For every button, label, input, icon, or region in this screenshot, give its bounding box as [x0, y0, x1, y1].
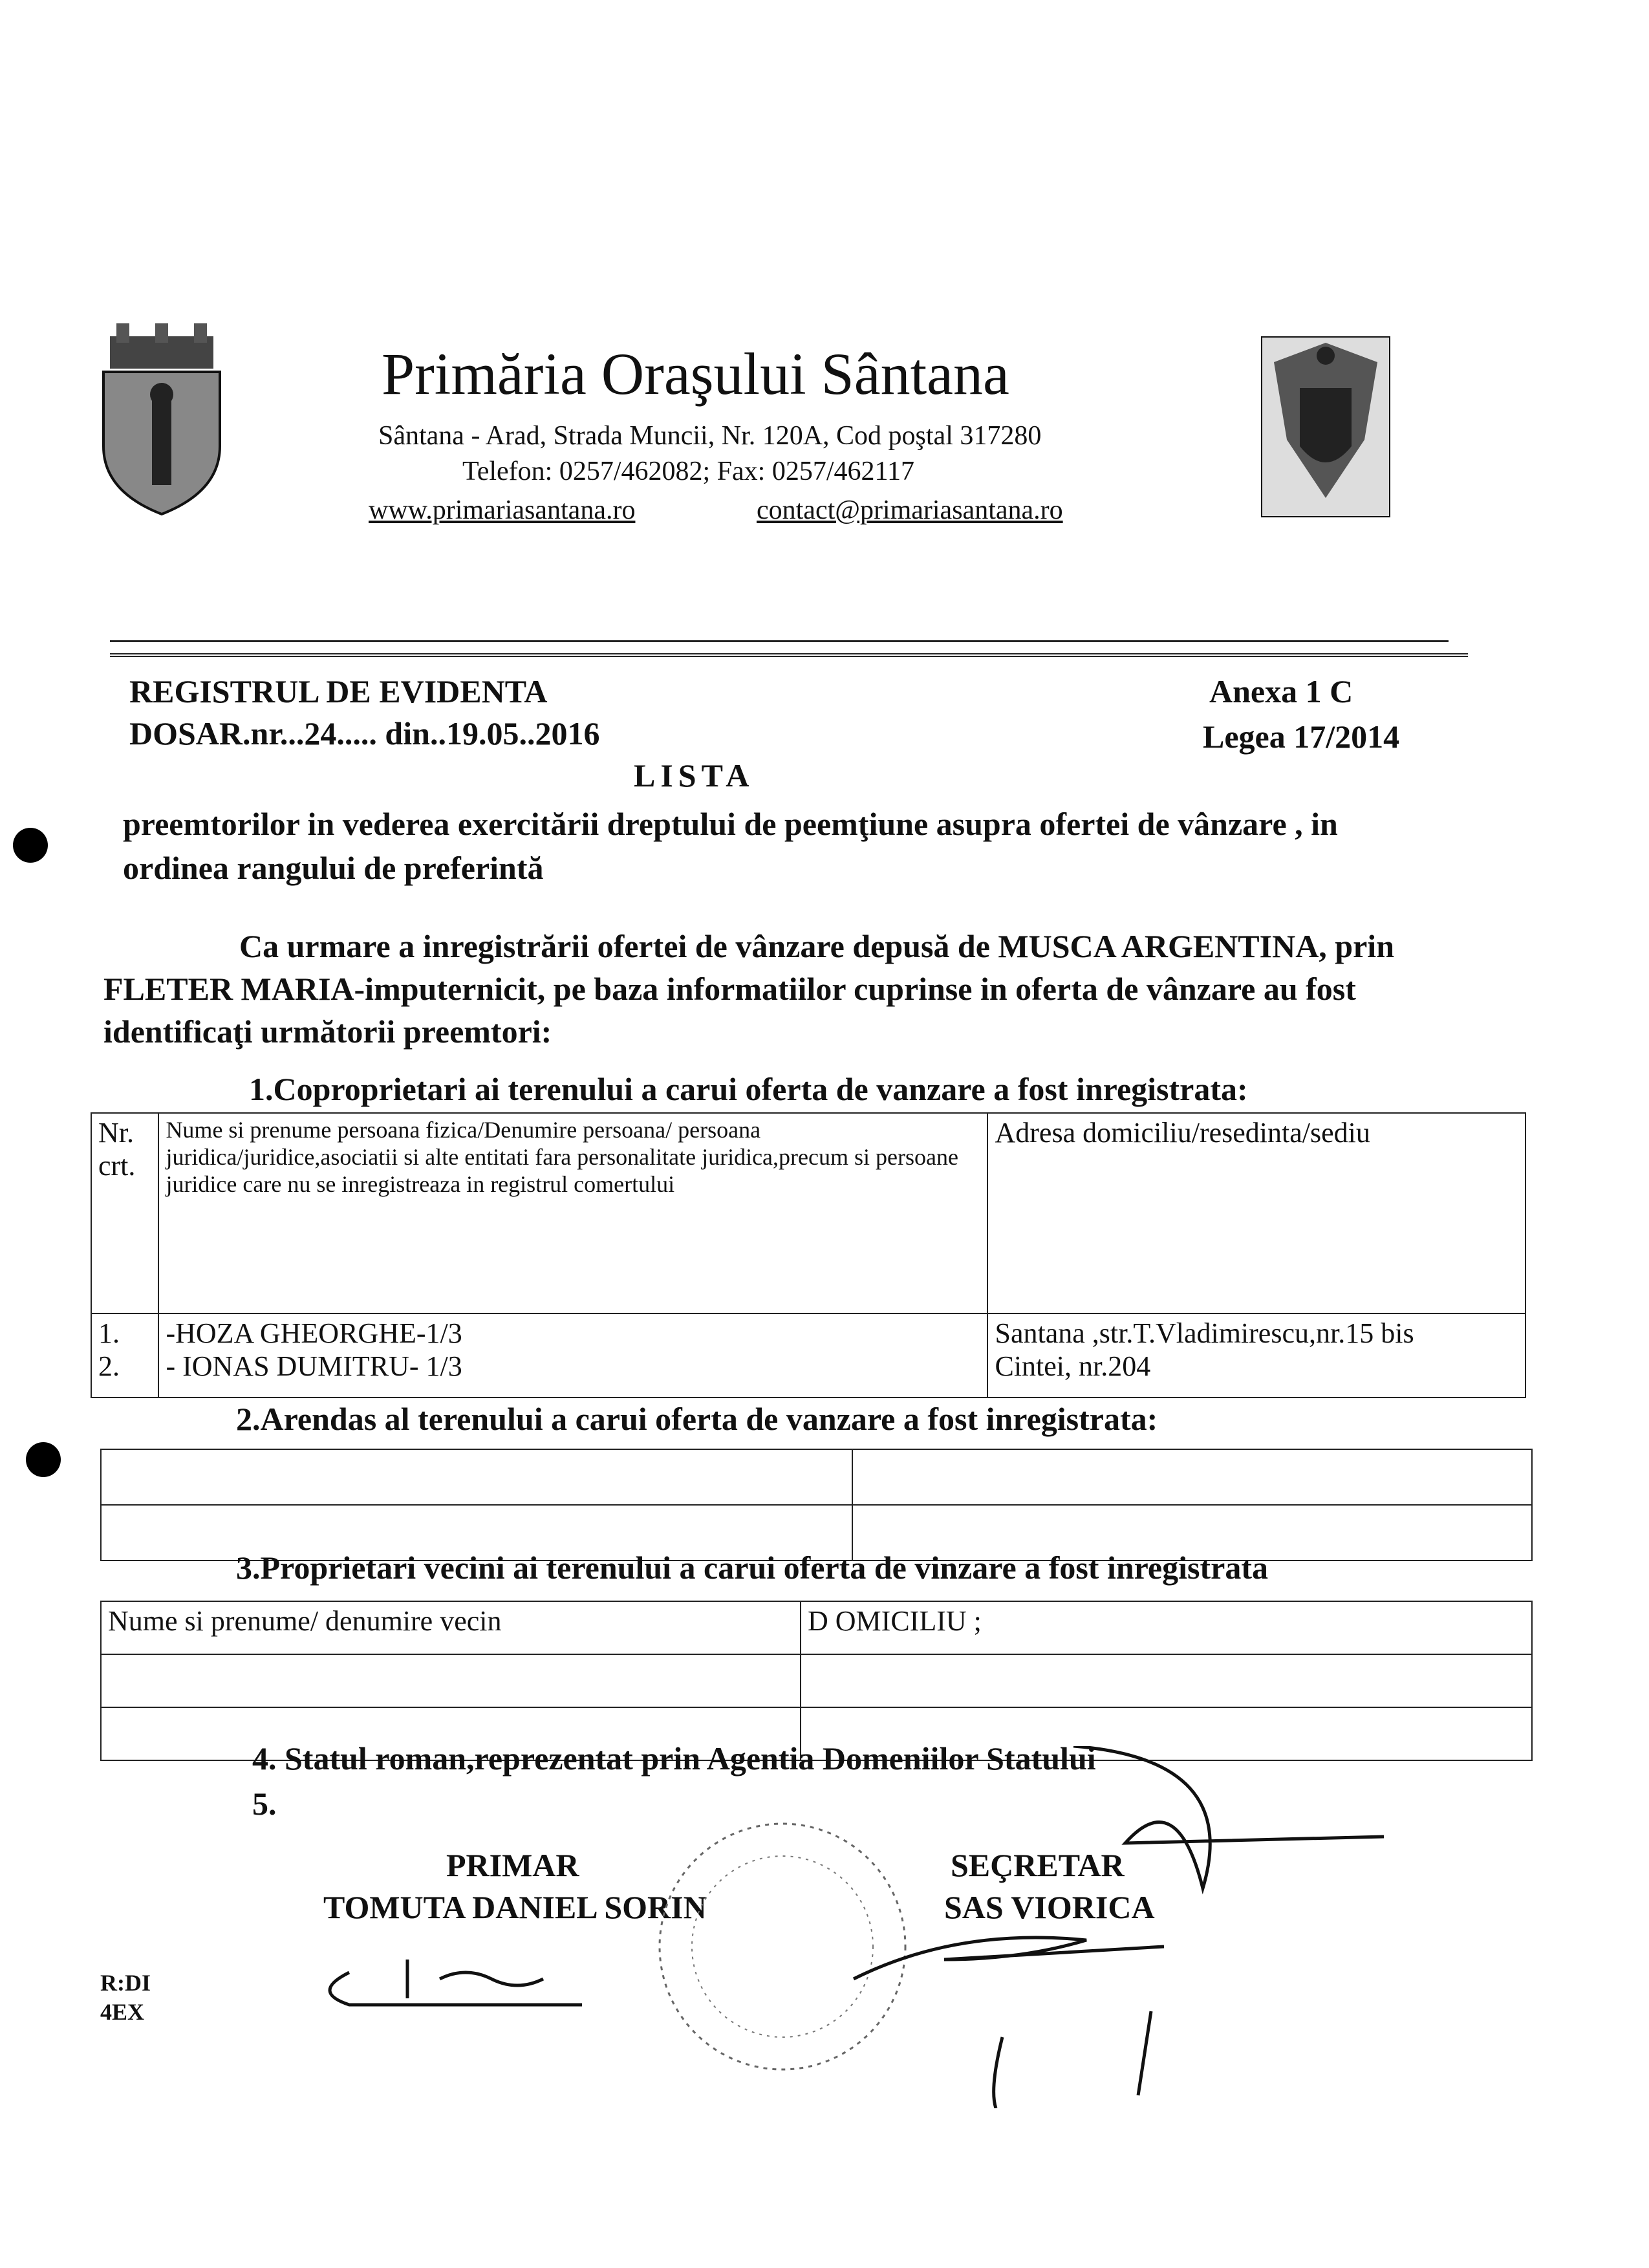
- register-label: REGISTRUL DE EVIDENTA: [129, 673, 548, 709]
- list-title: LISTA: [634, 757, 755, 794]
- arendas-table: [100, 1449, 1533, 1561]
- secretar-title: SEÇRETAR: [951, 1847, 1125, 1883]
- header-phone: Telefon: 0257/462082; Fax: 0257/462117: [462, 457, 914, 486]
- email-link[interactable]: contact@primariasantana.ro: [757, 495, 1063, 525]
- handwritten-signatures: [310, 1746, 1474, 2108]
- punch-hole-mark: [13, 828, 48, 863]
- section5-text: 5.: [252, 1786, 277, 1822]
- section2-title: 2.Arendas al terenului a carui oferta de vanzare a fost inregistrata:: [236, 1401, 1158, 1437]
- section1-title: 1.Coproprietari ai terenului a carui oferta de vanzare a fost inregistrata:: [249, 1071, 1248, 1107]
- anexa-label: Anexa 1 C: [1209, 673, 1353, 709]
- row-address-2: Cintei, nr.204: [995, 1350, 1151, 1382]
- table-row: [101, 1449, 1532, 1505]
- header-rule: [110, 640, 1449, 642]
- row-address-1: Santana ,str.T.Vladimirescu,nr.15 bis: [995, 1317, 1414, 1349]
- row-nr-1: 1.: [98, 1317, 120, 1349]
- table-row: [101, 1654, 1532, 1707]
- list-subtitle: preemtorilor in vederea exercitării dreptului de peemţiune asupra ofertei de vânzare , in ordinea rangului de preferintă: [123, 806, 1338, 886]
- row-nr: [91, 1313, 158, 1398]
- row-address: [987, 1313, 1525, 1398]
- section4-text: 4. Statul roman,reprezentat prin Agentia Domeniilor Statului: [252, 1740, 1096, 1777]
- table-row: [91, 1313, 1525, 1398]
- header-address: Adresa domiciliu/resedinta/sediu: [987, 1113, 1525, 1313]
- website-link[interactable]: www.primariasantana.ro: [369, 495, 636, 525]
- header-vecin: Nume si prenume/ denumire vecin: [101, 1601, 801, 1654]
- secretar-name: SAS VIORICA: [944, 1889, 1155, 1925]
- row-name: [158, 1313, 987, 1398]
- romania-coat-of-arms-icon: [1261, 336, 1390, 517]
- page-title: Primăria Oraşului Sântana: [382, 341, 1009, 407]
- punch-hole-mark: [26, 1442, 61, 1477]
- legea-label: Legea 17/2014: [1203, 718, 1400, 755]
- header-name: Nume si prenume persoana fizica/Denumire persoana/ persoana juridica/juridice,asociatii si alte entitati fara personalitate juridica,precum si persoane juridice care nu se inregistreaza in registrul comertului: [158, 1113, 987, 1313]
- dosar-line: DOSAR.nr...24..... din..19.05..2016: [129, 715, 600, 751]
- section3-title: 3.Proprietari vecini ai terenului a carui oferta de vinzare a fost inregistrata: [236, 1550, 1268, 1586]
- header-domiciliu: D OMICILIU ;: [801, 1601, 1532, 1654]
- footer-copies: 4EX: [100, 1999, 145, 2025]
- row-name-2: - IONAS DUMITRU- 1/3: [166, 1350, 462, 1382]
- row-name-1: -HOZA GHEORGHE-1/3: [166, 1317, 462, 1349]
- header-nr: Nr. crt.: [91, 1113, 158, 1313]
- footer-ref: R:DI: [100, 1970, 151, 1996]
- table-header-row: [91, 1113, 1525, 1313]
- intro-paragraph: Ca urmare a inregistrării ofertei de vânzare depusă de MUSCA ARGENTINA, prin FLETER MARIA-imputernicit, pe baza informatiilor cuprinse in oferta de vânzare au fost identificaţi următorii preemtori:: [103, 928, 1395, 1050]
- primar-name: TOMUTA DANIEL SORIN: [323, 1889, 707, 1925]
- header-address: Sântana - Arad, Strada Muncii, Nr. 120A, Cod poştal 317280: [378, 421, 1042, 451]
- row-nr-2: 2.: [98, 1350, 120, 1382]
- table-header-row: [101, 1601, 1532, 1654]
- coproprietari-table: [91, 1112, 1526, 1398]
- vecini-table: [100, 1601, 1533, 1761]
- header-double-rule: [110, 653, 1468, 657]
- city-coat-of-arms-icon: [91, 323, 233, 517]
- primar-title: PRIMAR: [446, 1847, 579, 1883]
